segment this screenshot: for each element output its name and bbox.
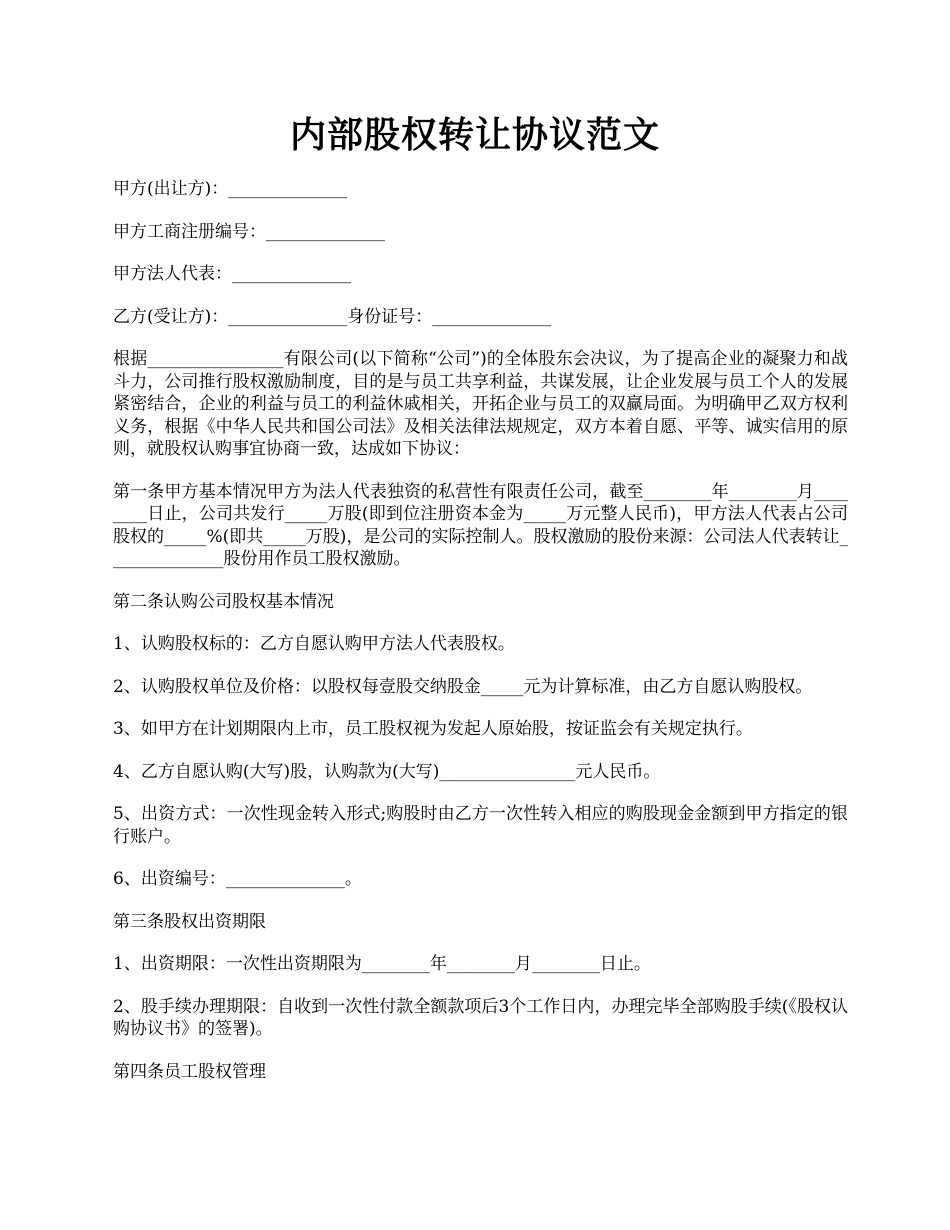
party-a-registration-line: 甲方工商注册编号：______________ <box>113 221 385 242</box>
article-3-item-1: 1、出资期限：一次性出资期限为________年________月________日止。 <box>113 954 651 974</box>
article-2-item-1: 1、认购股权标的：乙方自愿认购甲方法人代表股权。 <box>113 634 515 654</box>
article-3-item-2: 2、股手续办理期限：自收到一次性付款全额款项后3个工作日内，办理完毕全部购股手续(《股权认购协议书》的签署)。 <box>113 996 848 1039</box>
party-a-representative-line: 甲方法人代表：______________ <box>113 264 351 284</box>
article-2-heading: 第二条认购公司股权基本情况 <box>113 591 334 612</box>
document-body <box>113 178 848 1103</box>
article-4-heading: 第四条员工股权管理 <box>113 1061 266 1082</box>
article-2-item-2: 2、认购股权单位及价格：以股权每壹股交纳股金_____元为计算标准，由乙方自愿认购股权。 <box>113 676 813 697</box>
document-title: 内部股权转让协议范文 <box>289 114 660 156</box>
party-a-line: 甲方(出让方)：______________ <box>113 179 348 199</box>
preamble-paragraph: 根据________________有限公司(以下简称“公司”)的全体股东会决议，为了提高企业的凝聚力和战斗力，公司推行股权激励制度，目的是与员工共享利益，共谋发展，让企业发展与员工个人的发展紧密结合，企业的利益与员工的利益休戚相关，开拓企业与员工的双赢局面。为明确甲乙双方权利义务，根据《中华人民共和国公司法》及相关法律法规规定，双方本着自愿、平等、诚实信用的原则，就股权认购事宜协商一致，达成如下协议： <box>113 349 848 459</box>
party-b-line: 乙方(受让方)：______________身份证号：______________ <box>113 306 552 327</box>
article-2-item-5: 5、出资方式：一次性现金转入形式;购股时由乙方一次性转入相应的购股现金金额到甲方指定的银行账户。 <box>113 804 848 847</box>
article-2-item-3: 3、如甲方在计划期限内上市，员工股权视为发起人原始股，按证监会有关规定执行。 <box>113 719 753 739</box>
article-2-item-6: 6、出资编号：______________。 <box>113 869 362 889</box>
article-1-paragraph: 第一条甲方基本情况甲方为法人代表独资的私营性有限责任公司，截至________年________月________日止，公司共发行_____万股(即到位注册资本金为_____万元整人民币)，甲方法人代表占公司股权的_____%(即共_____万股)，是公司的实际控制人。股权激励的股份来源：公司法人代表转让______________股份用作员工股权激励。 <box>113 481 848 569</box>
article-2-item-4: 4、乙方自愿认购(大写)股，认购款为(大写)________________元人民币。 <box>113 761 661 782</box>
article-3-heading: 第三条股权出资期限 <box>113 911 266 932</box>
